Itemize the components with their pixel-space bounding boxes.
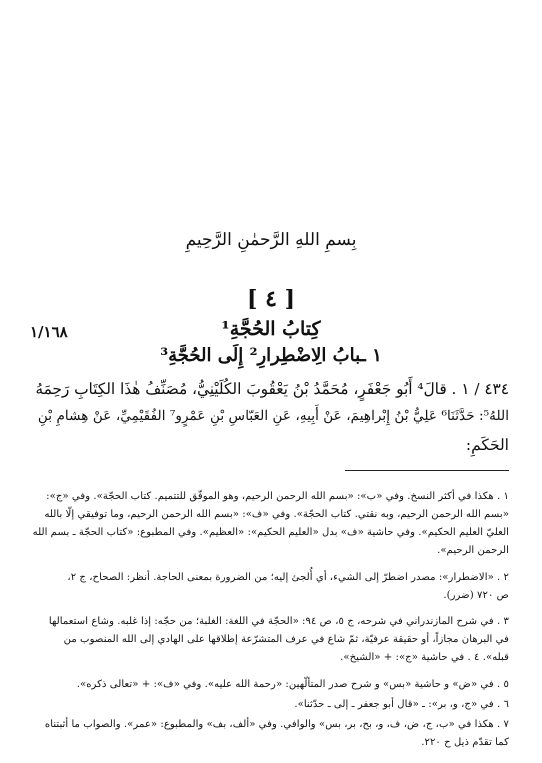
footnote-line: ٥ . في «ض» و حاشية «بس» و شرح صدر المتألّهين: «رحمة الله عليه». وفي «ف»: + «تعالى ذكره».	[76, 679, 509, 690]
footnote-line: كما تقدّم ذيل ح ٢٢٠.	[421, 737, 509, 748]
footnote-line: العليّ العليم الحكيم». وفي حاشية «ف» بدل «العليم الحكيم»: «العظيم». وفي المطبوع: «كتاب الحجّة ـ بسم الله	[32, 527, 509, 538]
chapter-title: ١ ـبابُ الِاضْطِرارِ² إِلَى الحُجَّةِ³	[160, 345, 382, 366]
footnote-divider	[345, 470, 509, 471]
hadith-text-line: اللهُ⁵: حَدَّثَنَا⁶ عَلِيُّ بْنُ إِبْراهِيمَ، عَنْ أَبِيهِ، عَنِ العَبّاسِ بْنِ عَمْرٍو⁷ الفُقَيْمِيِّ، عَنْ هِشامِ بْنِ	[37, 408, 509, 424]
footnote-line: ٧ . هكذا في «ب، ج، ض، ف، و، بح، بر، بس» والوافي. وفي «ألف، بف» والمطبوع: «عمر». والصواب ما أثبتناه	[44, 719, 509, 730]
footnote-line: «بسم الله الرحمن الرحيم، وبه نقتي. كتاب الحجّة». وفي «ف»: «بسم الله الرحمن الرحيم، وما توفيقي إلّا بالله	[44, 509, 509, 520]
hadith-text-line: الحَكَمِ:	[465, 436, 509, 454]
hadith-text-line: ٤٣٤ / ١ . قالَ⁴ أَبُو جَعْفَرٍ، مُحَمَّدُ بْنُ يَعْقُوبَ الكُلَيْنِيُّ، مُصَنِّفُ هٰذَا الكِتَابِ رَحِمَهُ	[35, 380, 509, 398]
footnote-line: ص ٧٢٠ (ضرر).	[443, 590, 509, 601]
basmala-heading: بِسمِ اللهِ الرَّحمٰنِ الرَّحِيمِ	[185, 230, 357, 250]
part-number: [ ٤ ]	[247, 286, 295, 312]
footnote-line: في البرهان مجازاً، أو حقيقة عرفيّة، ثمّ شاع في عرف المتشرّعة إطلاقها على الهادي إلى الله المنصوب من	[63, 634, 509, 645]
footnote-line: ٣ . في شرح المازندراني في شرحه، ج ٥، ص ٩٤: «الحجّة في اللغة: الغلبة؛ من حجّه: إذا غلبه. وشاع استعمالها	[48, 616, 509, 627]
footnote-line: ١ . هكذا في أكثر النسخ. وفي «ب»: «بسم الله الرحمن الرحيم، وهو الموفّق للتتميم. كتاب الحجّة». وفي «ج»:	[46, 491, 509, 502]
footnote-line: ٦ . في «ج، و، بر»: ـ «قال أبو جعفر ـ إلى ـ حدّثنا».	[294, 699, 509, 710]
book-title: كِتابُ الحُجَّةِ¹	[221, 318, 321, 340]
volume-page-reference: ١/١٦٨	[30, 323, 68, 341]
footnote-line: الرحمن الرحيم».	[437, 545, 509, 556]
footnote-line: ٢ . «الاضطرار»: مصدر اضطرّ إلى الشيء، أي أُلجئ إليه؛ من الضرورة بمعنى الحاجة. أنظر: الصحاح، ج ٢،	[67, 572, 509, 583]
footnote-line: قبله». ٤ . في حاشية «ج»: + «الشيخ».	[340, 652, 509, 663]
